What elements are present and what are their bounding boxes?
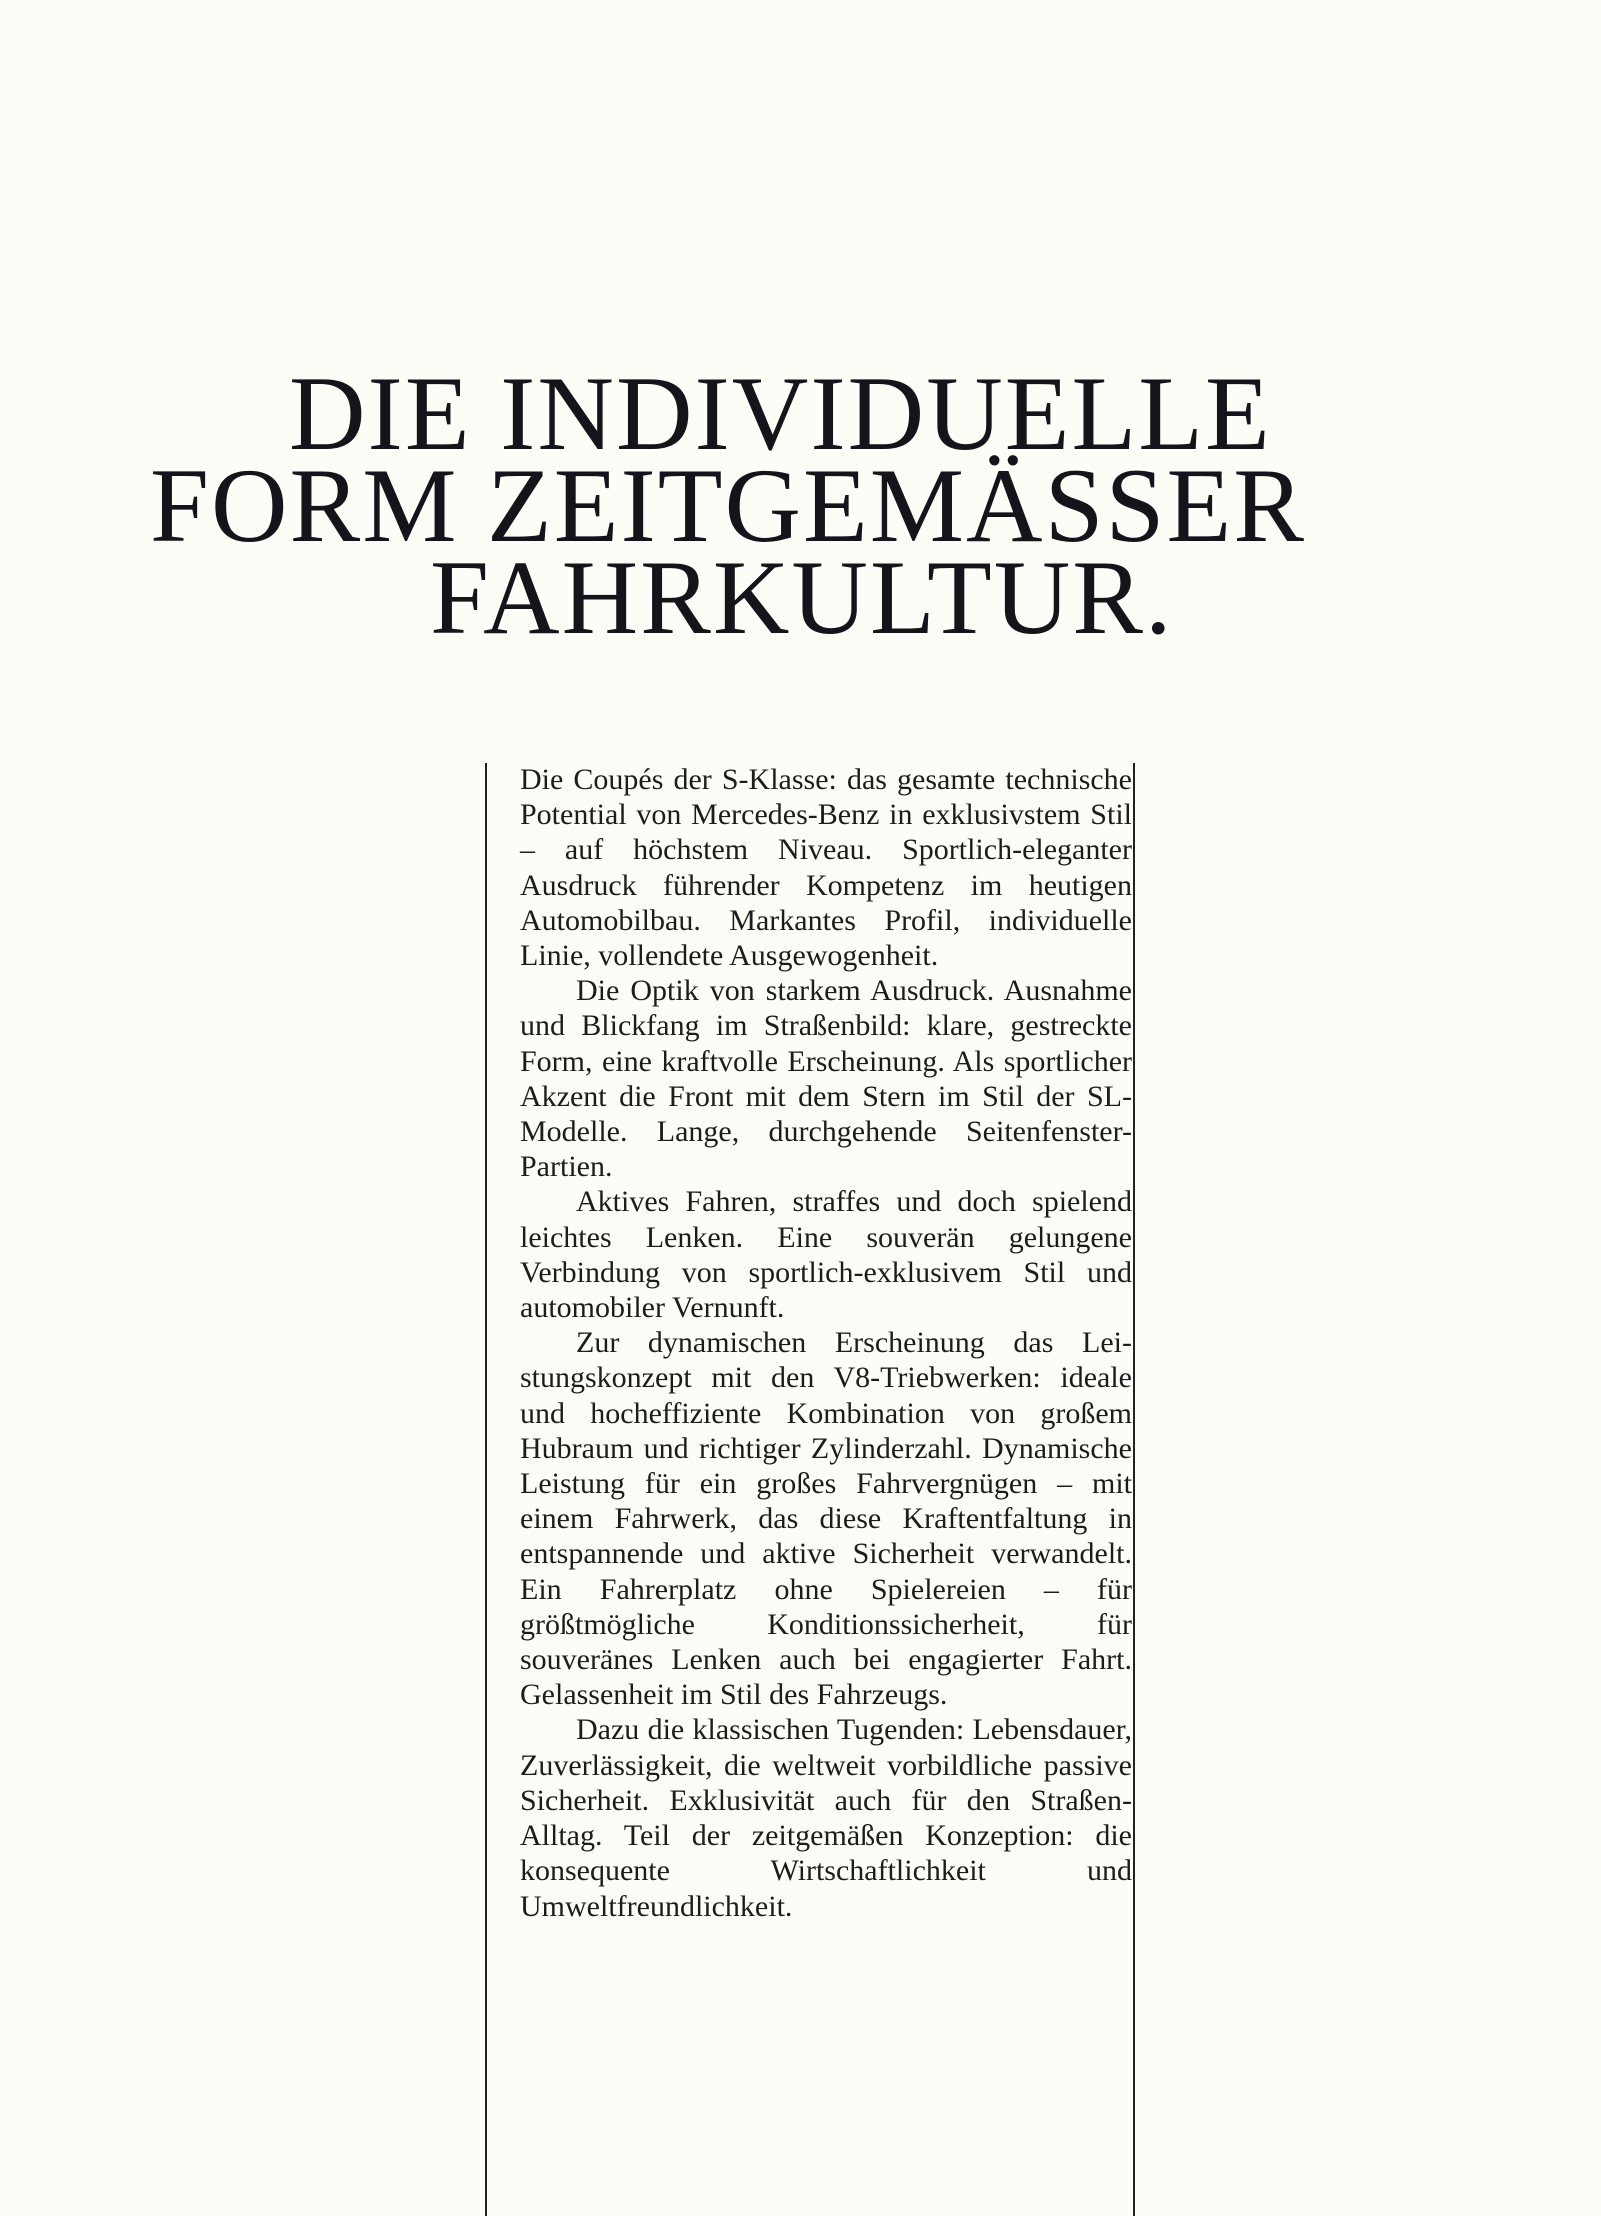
body-paragraph-3: Aktives Fahren, straffes und doch spielend leichtes Lenken. Eine souverän gelungene Verbindung von sportlich-exklusivem Stil und automobiler Vernunft.	[520, 1185, 1132, 1325]
body-text-column	[520, 762, 1132, 1924]
body-paragraph-1: Die Coupés der S-Klasse: das gesamte technische Potential von Mercedes-Benz in exklusivstem Stil – auf höchstem Niveau. Sportlich-eleganter Ausdruck führender Kompetenz im heutigen Automobilbau. Markantes Profil, individuelle Linie, vollendete Ausgewogenheit.	[520, 763, 1132, 973]
headline	[150, 355, 1470, 656]
body-paragraph-2: Die Optik von starkem Ausdruck. Ausnahme und Blickfang im Straßenbild: klare, gestreckte Form, eine kraftvolle Erscheinung. Als sportlicher Akzent die Front mit dem Stern im Stil der SL-Modelle. Lange, durchgehende Seitenfenster-Partien.	[520, 974, 1132, 1184]
column-rule-right	[1133, 763, 1135, 2216]
headline-line-2: FORM ZEITGEMÄSSER	[150, 447, 1306, 564]
headline-line-3: FAHRKULTUR.	[430, 539, 1174, 656]
column-rule-left	[485, 763, 487, 2216]
headline-line-1: DIE INDIVIDUELLE	[289, 355, 1272, 472]
body-paragraph-5: Dazu die klassischen Tugenden: Lebensdauer, Zuverlässigkeit, die weltweit vorbildliche passive Sicherheit. Exklusivität auch für den Straßen-Alltag. Teil der zeitgemäßen Konzeption: die konsequente Wirtschaftlichkeit und Umweltfreundlichkeit.	[520, 1713, 1132, 1923]
body-paragraph-4: Zur dynamischen Erscheinung das Leistungskonzept mit den V8-Triebwerken: ideale und hocheffiziente Kombination von großem Hubraum und richtiger Zylinderzahl. Dynamische Leistung für ein großes Fahrvergnügen – mit einem Fahrwerk, das diese Kraftentfaltung in entspannende und aktive Sicherheit verwandelt. Ein Fahrerplatz ohne Spielereien – für größtmögliche Konditionssicherheit, für souveränes Lenken auch bei engagierter Fahrt. Gelassenheit im Stil des Fahrzeugs.	[520, 1326, 1132, 1712]
